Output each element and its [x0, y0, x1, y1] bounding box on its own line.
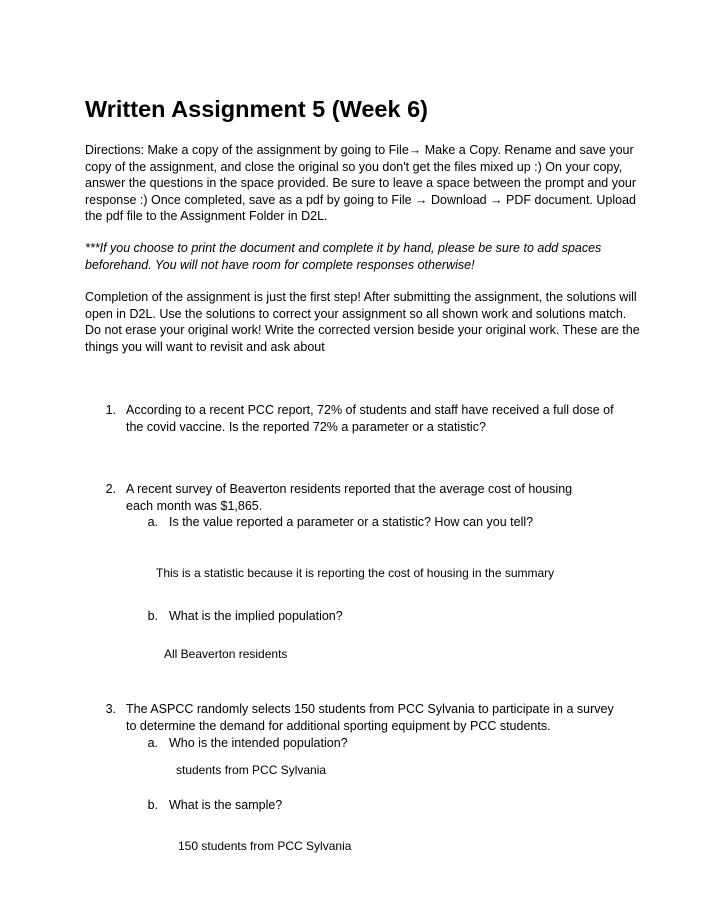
- sub-question-text: Is the value reported a parameter or a statistic? How can you tell?: [169, 515, 534, 529]
- sub-question-text: What is the implied population?: [169, 609, 343, 623]
- print-note-paragraph: ***If you choose to print the document and complete it by hand, please be sure to add spaces beforehand. You will not have room for complete responses otherwise!: [85, 241, 602, 272]
- completion-paragraph: Completion of the assignment is just the first step! After submitting the assignment, the solutions will open in D2L. Use the solutions to correct your assignment so all shown work and solutions match. Do not erase your original work! Write the corrected version beside your original work. These are the things you will want to revisit and ask about: [85, 290, 640, 354]
- answer-text: students from PCC Sylvania: [176, 763, 327, 777]
- answer-text: This is a statistic because it is reporting the cost of housing in the summary: [156, 566, 555, 580]
- question-text: A recent survey of Beaverton residents reported that the average cost of housing each month was $1,865.: [126, 482, 573, 513]
- sub-question-text: Who is the intended population?: [169, 736, 348, 750]
- question-text: According to a recent PCC report, 72% of students and staff have received a full dose of the covid vaccine. Is the reported 72% a parameter or a statistic?: [126, 403, 614, 434]
- question-text: The ASPCC randomly selects 150 students from PCC Sylvania to participate in a survey to determine the demand for additional sporting equipment by PCC students.: [126, 702, 614, 733]
- sub-question-letter: b.: [147, 609, 158, 623]
- question-number: 1.: [105, 403, 116, 417]
- answer-text: 150 students from PCC Sylvania: [178, 839, 352, 853]
- question-number: 2.: [105, 482, 116, 496]
- sub-question-letter: a.: [147, 736, 158, 750]
- sub-question-letter: b.: [147, 798, 158, 812]
- directions-paragraph: Directions: Make a copy of the assignment by going to File→ Make a Copy. Rename and save your copy of the assignment, and close the original so you don't get the files mixed up :) On your copy, answer the questions in the space provided. Be sure to leave a space between the prompt and your response :) Once completed, save as a pdf by going to File → Download → PDF document. Upload the pdf file to the Assignment Folder in D2L.: [85, 143, 637, 223]
- sub-question-letter: a.: [147, 515, 158, 529]
- document-title: Written Assignment 5 (Week 6): [85, 96, 428, 122]
- sub-question-text: What is the sample?: [169, 798, 283, 812]
- answer-text: All Beaverton residents: [164, 647, 288, 661]
- question-number: 3.: [105, 702, 116, 716]
